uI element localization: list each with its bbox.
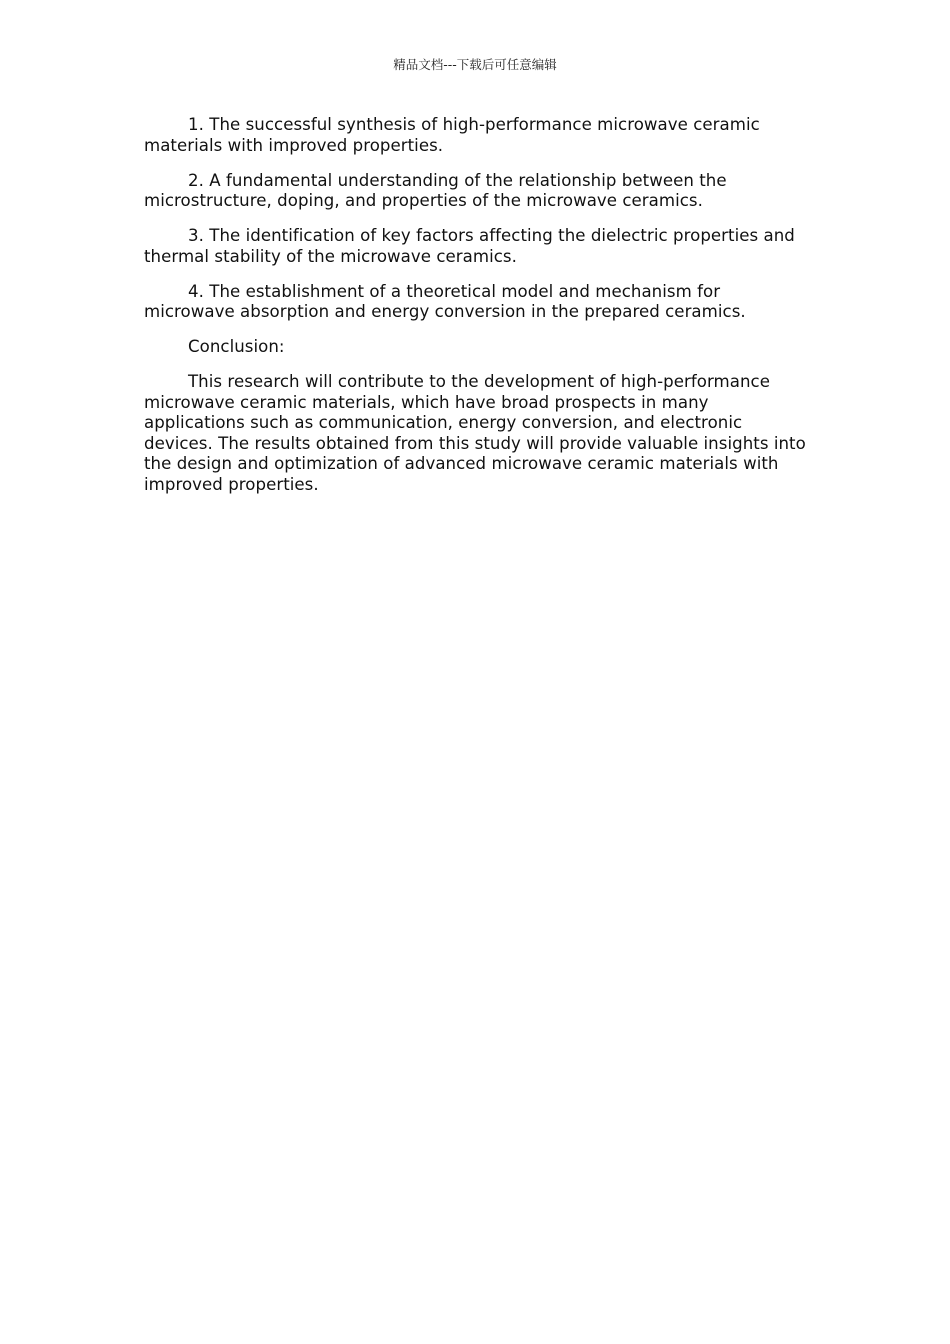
outcome-item-2: 2. A fundamental understanding of the relationship between the microstructure, doping, and properties of the microwave ceramics. [144, 170, 727, 210]
outcome-item-4: 4. The establishment of a theoretical model and mechanism for microwave absorption and energy conversion in the prepared ceramics. [144, 281, 746, 321]
outcome-item-1: 1. The successful synthesis of high-performance microwave ceramic materials with improved properties. [144, 115, 760, 155]
page-header: 精品文档---下载后可任意编辑 [393, 57, 557, 72]
conclusion-heading: Conclusion: [188, 337, 285, 356]
outcome-item-3: 3. The identification of key factors affecting the dielectric properties and thermal stability of the microwave ceramics. [144, 226, 795, 266]
document-body [144, 115, 809, 510]
conclusion-paragraph: This research will contribute to the development of high-performance microwave ceramic materials, which have broad prospects in many applications such as communication, energy conversion, and electronic devices. The results obtained from this study will provide valuable insights into the design and optimization of advanced microwave ceramic materials with improved properties. [144, 372, 806, 494]
